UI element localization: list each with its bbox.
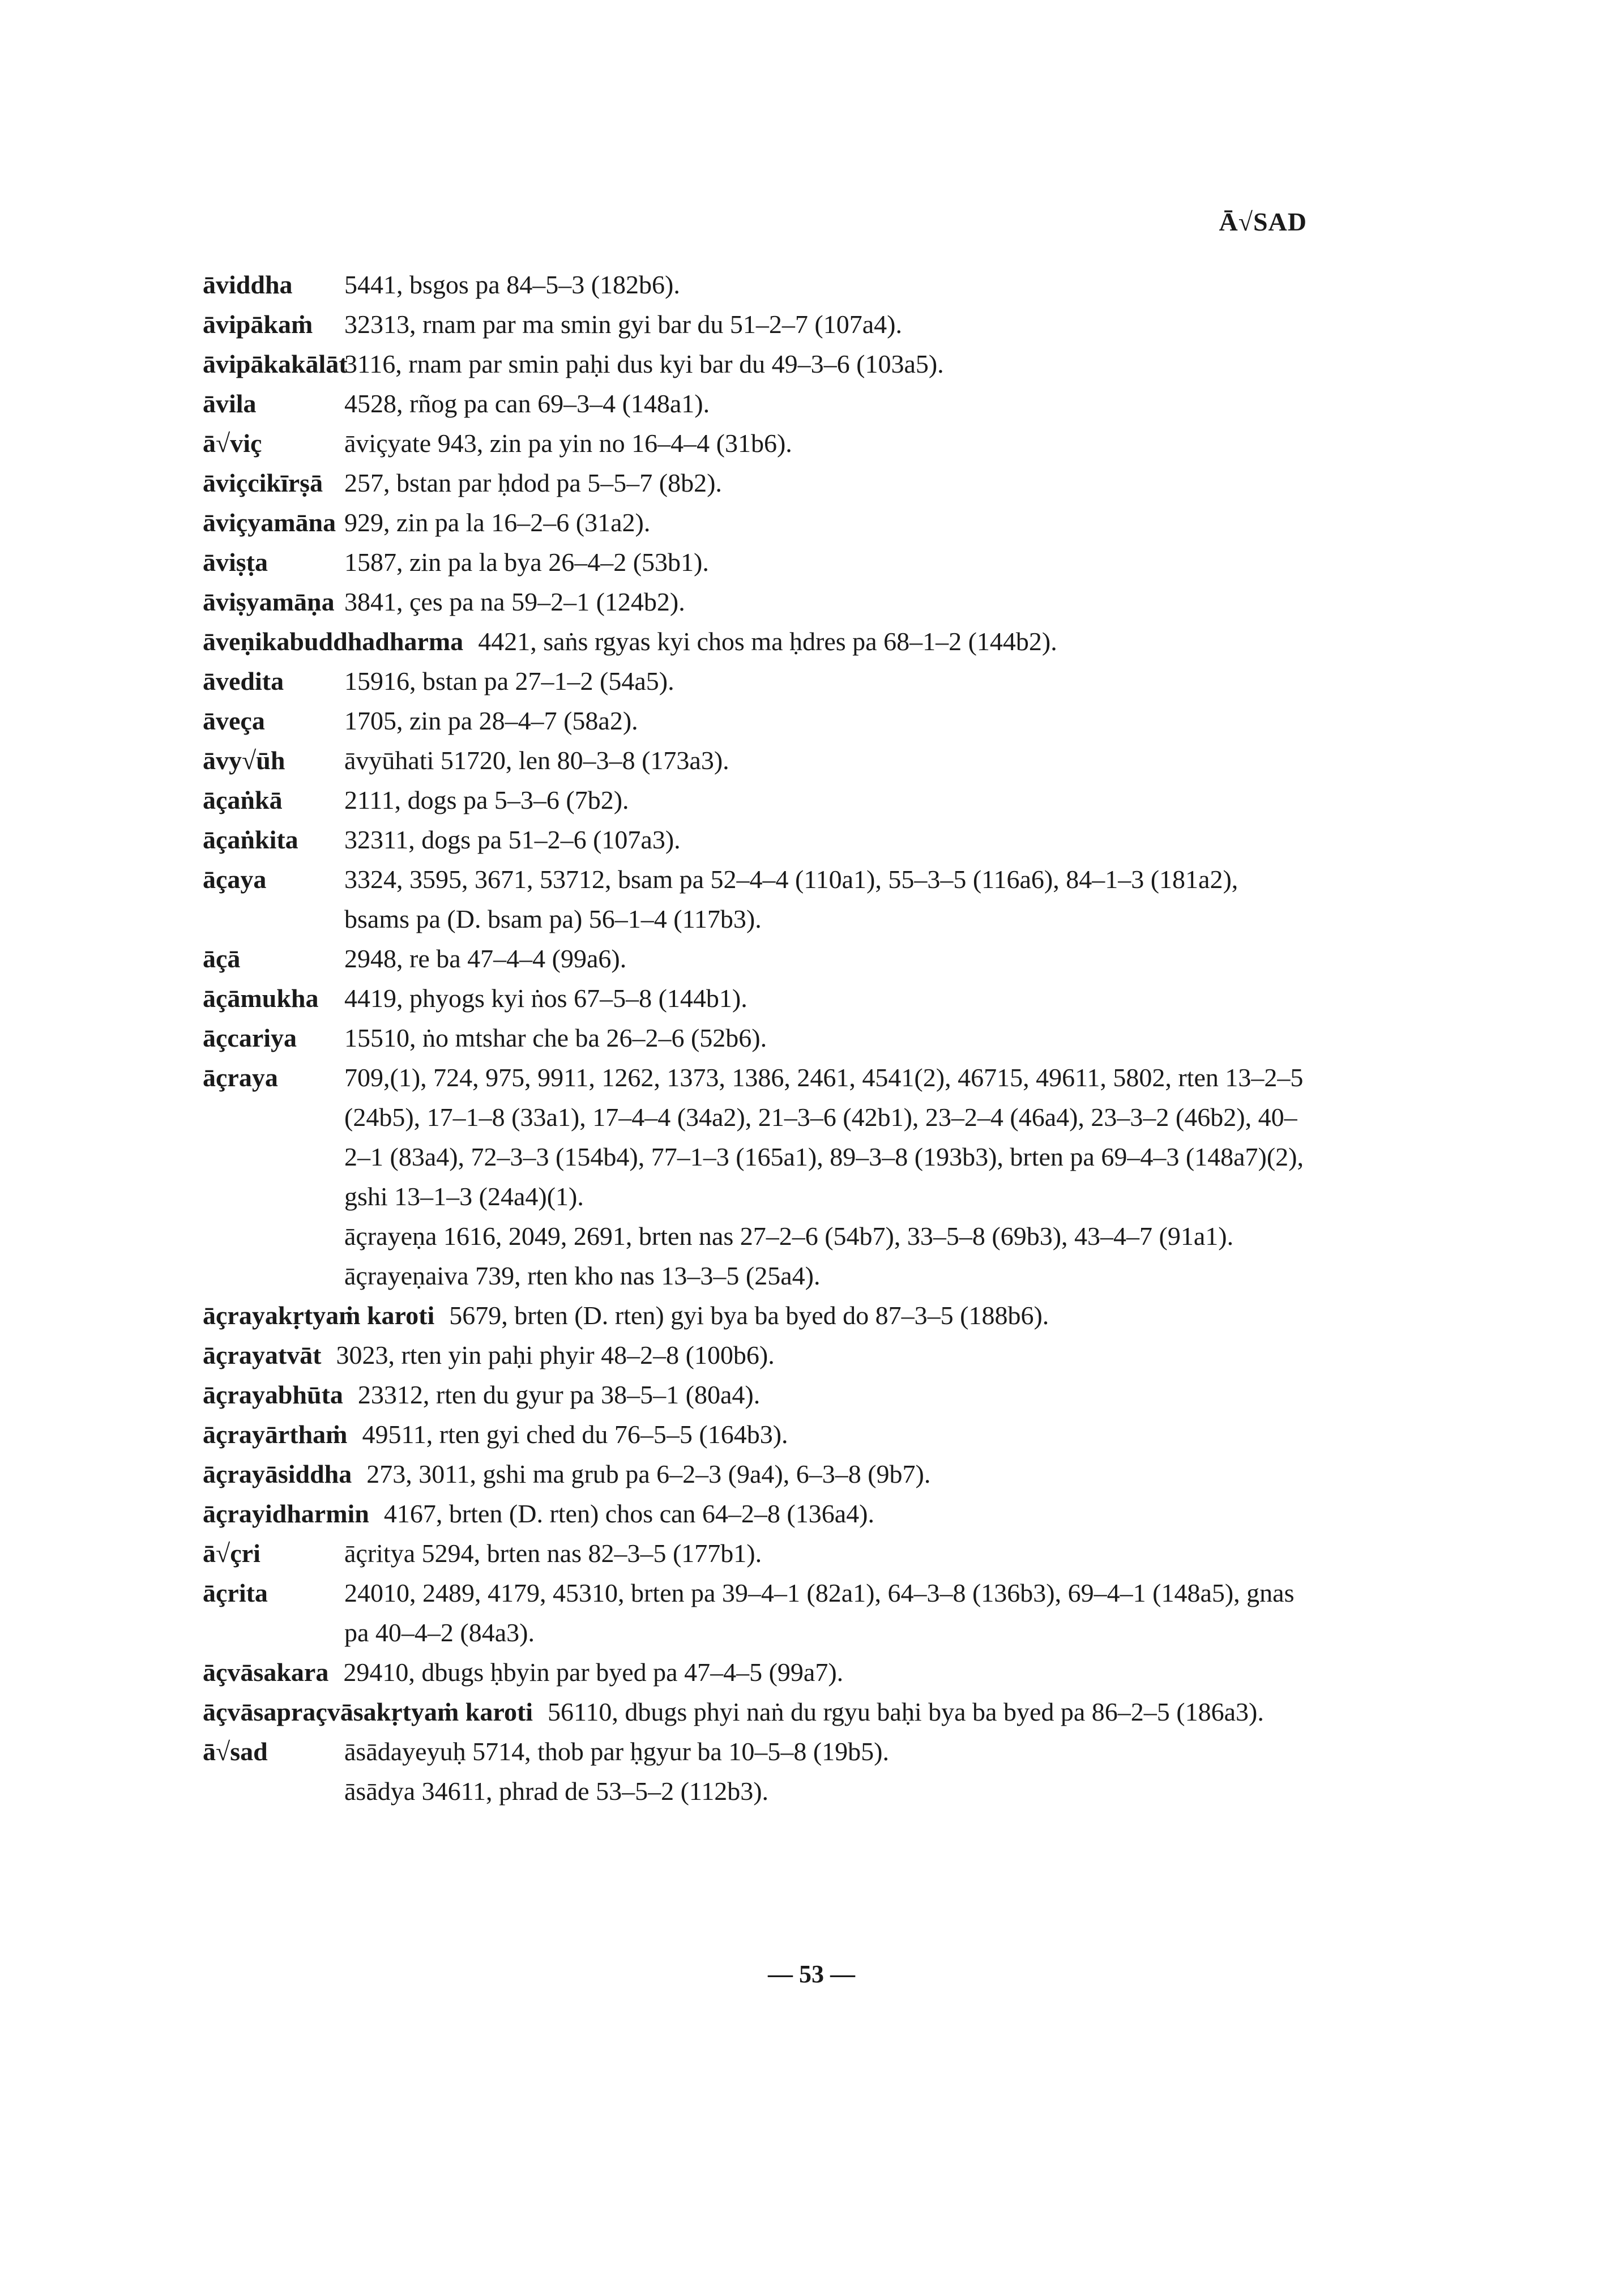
entry-body: 32313, rnam par ma smin gyi bar du 51–2–7 (107a4). bbox=[344, 310, 902, 339]
entry-body: 1587, zin pa la bya 26–4–2 (53b1). bbox=[344, 548, 709, 577]
entry-body: 2948, re ba 47–4–4 (99a6). bbox=[344, 944, 627, 973]
entry-body: 24010, 2489, 4179, 45310, brten pa 39–4–1 (82a1), 64–3–8 (136b3), 69–4–1 (148a5), gnas pa 40–4–2 (84a3). bbox=[344, 1578, 1295, 1647]
entry-headword: āçrayatvāt bbox=[203, 1341, 322, 1369]
dictionary-entry bbox=[203, 1296, 1307, 1335]
dictionary-entry bbox=[203, 939, 1307, 979]
entry-headword: āviṣṭa bbox=[203, 548, 268, 577]
entry-headword: āçaya bbox=[203, 865, 267, 894]
dictionary-entry bbox=[203, 860, 1307, 939]
entry-headword: āçvāsakara bbox=[203, 1658, 329, 1687]
entry-headword: āvedita bbox=[203, 667, 284, 695]
entry-body: 4421, saṅs rgyas kyi chos ma ḥdres pa 68–1–2 (144b2). bbox=[478, 627, 1057, 656]
dictionary-entry bbox=[203, 820, 1307, 860]
entry-body: 4167, brten (D. rten) chos can 64–2–8 (136a4). bbox=[383, 1499, 874, 1528]
entry-headword: āçaṅkā bbox=[203, 786, 283, 814]
entry-headword: āçrayidharmin bbox=[203, 1499, 369, 1528]
entry-body: āvyūhati 51720, len 80–3–8 (173a3). bbox=[344, 746, 729, 775]
entry-headword: āvipākakālāt bbox=[203, 349, 348, 378]
dictionary-entry bbox=[203, 780, 1307, 820]
entry-body: 32311, dogs pa 51–2–6 (107a3). bbox=[344, 825, 681, 854]
dictionary-entry bbox=[203, 582, 1307, 622]
dictionary-entry bbox=[203, 622, 1307, 662]
dictionary-entry bbox=[203, 1335, 1307, 1375]
dictionary-entry bbox=[203, 1534, 1307, 1573]
dictionary-entry bbox=[203, 1732, 1307, 1772]
entry-body: 2111, dogs pa 5–3–6 (7b2). bbox=[344, 786, 629, 814]
entry-body: 56110, dbugs phyi naṅ du rgyu baḥi bya ba byed pa 86–2–5 (186a3). bbox=[548, 1697, 1264, 1726]
dictionary-entry bbox=[203, 424, 1307, 463]
entry-subform: āçrayeṇaiva 739, rten kho nas 13–3–5 (25a4). bbox=[344, 1261, 821, 1290]
entry-body: 3116, rnam par smin paḥi dus kyi bar du 49–3–6 (103a5). bbox=[344, 349, 944, 378]
dictionary-entry bbox=[203, 265, 1307, 305]
entry-body: 4528, rñog pa can 69–3–4 (148a1). bbox=[344, 389, 710, 418]
entry-headword: āvipākaṁ bbox=[203, 310, 313, 339]
dictionary-entry bbox=[203, 1415, 1307, 1454]
entry-headword: āçrita bbox=[203, 1578, 268, 1607]
entry-headword: āviṣyamāṇa bbox=[203, 587, 335, 616]
entry-headword: āçrayārthaṁ bbox=[203, 1420, 348, 1449]
dictionary-entry bbox=[203, 305, 1307, 344]
entry-headword: āçraya bbox=[203, 1063, 278, 1092]
entry-headword: āçāmukha bbox=[203, 984, 319, 1013]
dictionary-entry bbox=[203, 543, 1307, 582]
entry-headword: āçaṅkita bbox=[203, 825, 298, 854]
entry-body: 15510, ṅo mtshar che ba 26–2–6 (52b6). bbox=[344, 1023, 767, 1052]
entry-body: 3023, rten yin paḥi phyir 48–2–8 (100b6). bbox=[336, 1341, 775, 1369]
entry-body: 5441, bsgos pa 84–5–3 (182b6). bbox=[344, 270, 680, 299]
dictionary-entries bbox=[203, 265, 1307, 1811]
dictionary-entry bbox=[203, 1018, 1307, 1058]
dictionary-entry bbox=[203, 1454, 1307, 1494]
dictionary-entry bbox=[203, 463, 1307, 503]
dictionary-entry bbox=[203, 662, 1307, 701]
entry-body: 49511, rten gyi ched du 76–5–5 (164b3). bbox=[362, 1420, 788, 1449]
page-number: — 53 — bbox=[768, 1960, 855, 1988]
entry-subform: āçrayeṇa 1616, 2049, 2691, brten nas 27–2–6 (54b7), 33–5–8 (69b3), 43–4–7 (91a1). bbox=[344, 1222, 1234, 1251]
entry-headword: āveṇikabuddhadharma bbox=[203, 627, 464, 656]
dictionary-entry bbox=[203, 1058, 1307, 1217]
entry-body: 273, 3011, gshi ma grub pa 6–2–3 (9a4), 6–3–8 (9b7). bbox=[366, 1459, 931, 1488]
entry-headword: āviçyamāna bbox=[203, 508, 336, 537]
entry-headword: ā√viç bbox=[203, 429, 262, 458]
dictionary-entry bbox=[203, 701, 1307, 741]
entry-headword: āçrayabhūta bbox=[203, 1380, 343, 1409]
entry-headword: āçcariya bbox=[203, 1023, 297, 1052]
entry-headword: ā√sad bbox=[203, 1737, 268, 1766]
entry-body: 4419, phyogs kyi ṅos 67–5–8 (144b1). bbox=[344, 984, 748, 1013]
entry-body: 1705, zin pa 28–4–7 (58a2). bbox=[344, 706, 638, 735]
dictionary-entry bbox=[203, 979, 1307, 1018]
entry-headword: āviçcikīrṣā bbox=[203, 468, 323, 497]
entry-headword: āçrayakṛtyaṁ karoti bbox=[203, 1301, 435, 1330]
dictionary-entry bbox=[203, 1653, 1307, 1692]
entry-body: 3324, 3595, 3671, 53712, bsam pa 52–4–4 (110a1), 55–3–5 (116a6), 84–1–3 (181a2), bsams pa (D. bsam pa) 56–1–4 (117b3). bbox=[344, 865, 1238, 933]
entry-headword: āveça bbox=[203, 706, 265, 735]
entry-body: 929, zin pa la 16–2–6 (31a2). bbox=[344, 508, 651, 537]
dictionary-entry bbox=[203, 741, 1307, 780]
dictionary-entry bbox=[203, 344, 1307, 384]
entry-headword: āçvāsapraçvāsakṛtyaṁ karoti bbox=[203, 1697, 533, 1726]
entry-body: 257, bstan par ḥdod pa 5–5–7 (8b2). bbox=[344, 468, 722, 497]
dictionary-entry bbox=[203, 1573, 1307, 1653]
dictionary-entry bbox=[203, 1692, 1307, 1732]
running-header: Ā√SAD bbox=[1219, 207, 1307, 236]
entry-headword: āviddha bbox=[203, 270, 293, 299]
entry-body: 15916, bstan pa 27–1–2 (54a5). bbox=[344, 667, 674, 695]
entry-body: 29410, dbugs ḥbyin par byed pa 47–4–5 (99a7). bbox=[343, 1658, 844, 1687]
entry-body: āçritya 5294, brten nas 82–3–5 (177b1). bbox=[344, 1539, 762, 1568]
entry-body: 23312, rten du gyur pa 38–5–1 (80a4). bbox=[357, 1380, 761, 1409]
entry-headword: āçrayāsiddha bbox=[203, 1459, 352, 1488]
entry-headword: ā√çri bbox=[203, 1539, 260, 1568]
entry-headword: āvy√ūh bbox=[203, 746, 285, 775]
entry-body: 5679, brten (D. rten) gyi bya ba byed do 87–3–5 (188b6). bbox=[449, 1301, 1049, 1330]
entry-subform: āsādya 34611, phrad de 53–5–2 (112b3). bbox=[344, 1777, 769, 1806]
dictionary-entry bbox=[203, 503, 1307, 543]
entry-body: 709,(1), 724, 975, 9911, 1262, 1373, 1386, 2461, 4541(2), 46715, 49611, 5802, rten 13–2–5 (24b5), 17–1–8 (33a1), 17–4–4 (34a2), 21–3–6 (42b1), 23–2–4 (46a4), 23–3–2 (46b2), 40–2–1 (83a4), 72–3–3 (154b4), 77–1–3 (165a1), 89–3–8 (193b3), brten pa 69–4–3 (148a7)(2), gshi 13–1–3 (24a4)(1). bbox=[344, 1063, 1304, 1211]
dictionary-entry bbox=[203, 1375, 1307, 1415]
entry-headword: āçā bbox=[203, 944, 241, 973]
dictionary-entry bbox=[203, 384, 1307, 424]
entry-body: 3841, çes pa na 59–2–1 (124b2). bbox=[344, 587, 685, 616]
entry-body: āsādayeyuḥ 5714, thob par ḥgyur ba 10–5–8 (19b5). bbox=[344, 1737, 889, 1766]
entry-body: āviçyate 943, zin pa yin no 16–4–4 (31b6). bbox=[344, 429, 792, 458]
dictionary-entry bbox=[203, 1494, 1307, 1534]
entry-headword: āvila bbox=[203, 389, 257, 418]
